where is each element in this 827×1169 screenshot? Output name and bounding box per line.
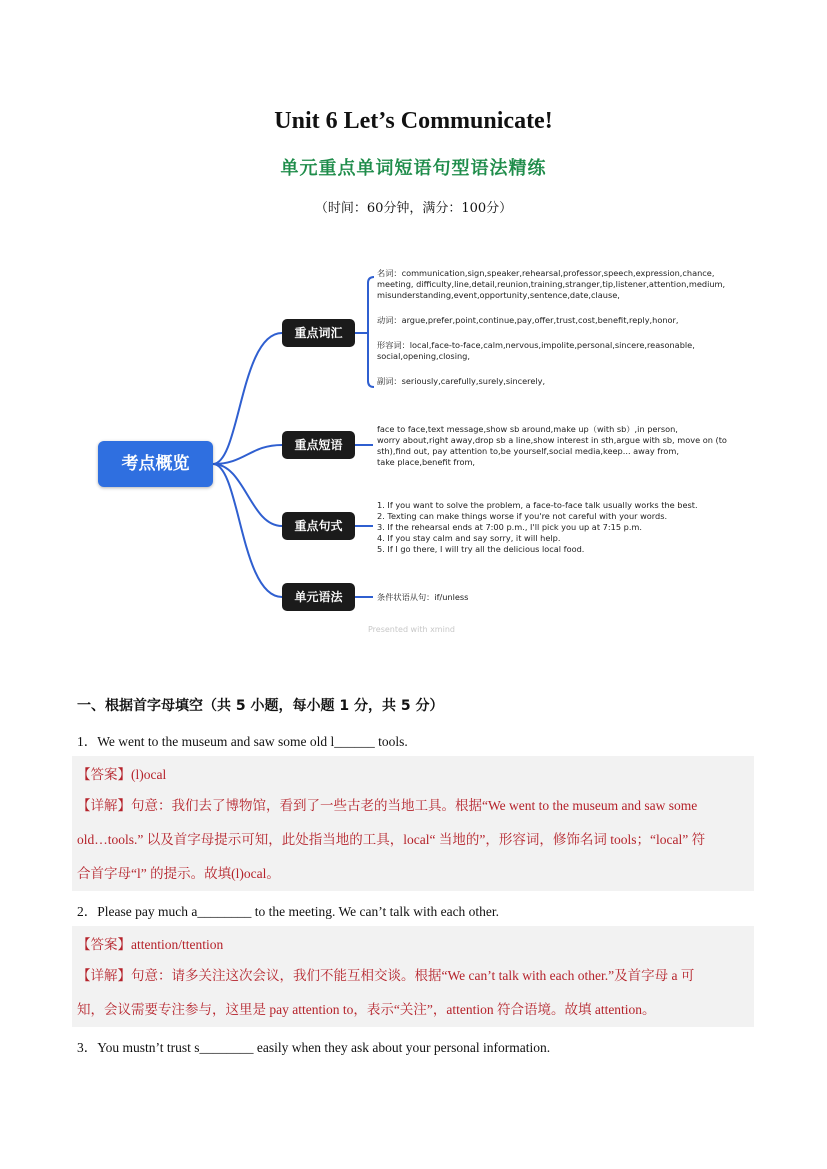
node-grammar: 单元语法 <box>282 583 355 611</box>
node-phrases: 重点短语 <box>282 431 355 459</box>
answer-box-1 <box>72 756 754 891</box>
leaf-line: sth),find out, pay attention to,be yourself,social media,keep... away from, <box>377 446 679 456</box>
leaf-vocabulary <box>377 268 725 387</box>
mindmap <box>90 255 750 645</box>
bracket-vocab <box>368 277 374 387</box>
leaf-sentences <box>377 500 698 555</box>
leaf-line: social,opening,closing, <box>377 351 470 361</box>
connector-vocab <box>213 333 282 464</box>
answer-2: 【答案】attention/ttention <box>77 937 224 952</box>
question-3: 3．You mustn’t trust s________ easily when they ask about your personal information. <box>77 1040 551 1055</box>
explanation-line: 合首字母“l” 的提示。故填(l)ocal。 <box>77 866 280 881</box>
section-heading: 一、根据首字母填空（共 5 小题，每小题 1 分，共 5 分） <box>77 698 444 714</box>
node-sentences: 重点句式 <box>282 512 355 540</box>
explanation-2 <box>77 959 752 1027</box>
leaf-line: 形容词：local,face-to-face,calm,nervous,impolite,personal,sincere,reasonable, <box>377 340 695 350</box>
leaf-line: misunderstanding,event,opportunity,sentence,date,clause, <box>377 290 620 300</box>
answer-1: 【答案】(l)ocal <box>77 767 167 782</box>
question-1: 1．We went to the museum and saw some old l______ tools. <box>77 734 408 749</box>
leaf-grammar <box>377 592 468 603</box>
leaf-line: 3. If the rehearsal ends at 7:00 p.m., I'll pick you up at 7:15 p.m. <box>377 522 643 532</box>
leaf-line: take place,benefit from, <box>377 457 476 467</box>
leaf-line: 4. If you stay calm and say sorry, it will help. <box>377 533 561 543</box>
leaf-line: 副词：seriously,carefully,surely,sincerely, <box>377 376 546 386</box>
explanation-1 <box>77 789 752 891</box>
leaf-line: 动词：argue,prefer,point,continue,pay,offer,trust,cost,benefit,reply,honor, <box>377 315 679 325</box>
time-info: （时间：60分钟，满分：100分） <box>314 201 513 216</box>
question-2: 2．Please pay much a________ to the meeting. We can’t talk with each other. <box>77 904 500 919</box>
mindmap-root: 考点概览 <box>98 441 213 487</box>
explanation-line: 【详解】句意：请多关注这次会议，我们不能互相交谈。根据“We can’t talk with each other.”及首字母 a 可 <box>77 968 695 983</box>
connector-grammar <box>213 464 282 597</box>
xmind-watermark: Presented with xmind <box>368 625 455 634</box>
leaf-line: meeting, difficulty,line,detail,reunion,training,stranger,tip,listener,attention,medium, <box>377 279 726 289</box>
leaf-phrases <box>377 424 727 468</box>
leaf-line: worry about,right away,drop sb a line,show interest in sth,argue with sb, move on (to <box>377 435 727 445</box>
leaf-line: 名词：communication,sign,speaker,rehearsal,professor,speech,expression,chance, <box>377 268 715 278</box>
answer-box-2 <box>72 926 754 1027</box>
explanation-line: old…tools.” 以及首字母提示可知，此处指当地的工具，local“ 当地的”，形容词，修饰名词 tools；“local” 符 <box>77 832 706 847</box>
leaf-line: face to face,text message,show sb around,make up（with sb）,in person, <box>377 424 678 434</box>
node-vocabulary: 重点词汇 <box>282 319 355 347</box>
leaf-line: 5. If I go there, I will try all the delicious local food. <box>377 544 585 554</box>
leaf-line: 条件状语从句：if/unless <box>377 592 469 602</box>
explanation-line: 【详解】句意：我们去了博物馆，看到了一些古老的当地工具。根据“We went to the museum and saw some <box>77 798 698 813</box>
page-subtitle: 单元重点单词短语句型语法精练 <box>280 158 547 179</box>
leaf-line: 1. If you want to solve the problem, a face-to-face talk usually works the best. <box>377 500 698 510</box>
page-title: Unit 6 Let’s Communicate! <box>274 108 553 134</box>
leaf-line: 2. Texting can make things worse if you're not careful with your words. <box>377 511 668 521</box>
explanation-line: 知，会议需要专注参与，这里是 pay attention to，表示“关注”，attention 符合语境。故填 attention。 <box>77 1002 656 1017</box>
